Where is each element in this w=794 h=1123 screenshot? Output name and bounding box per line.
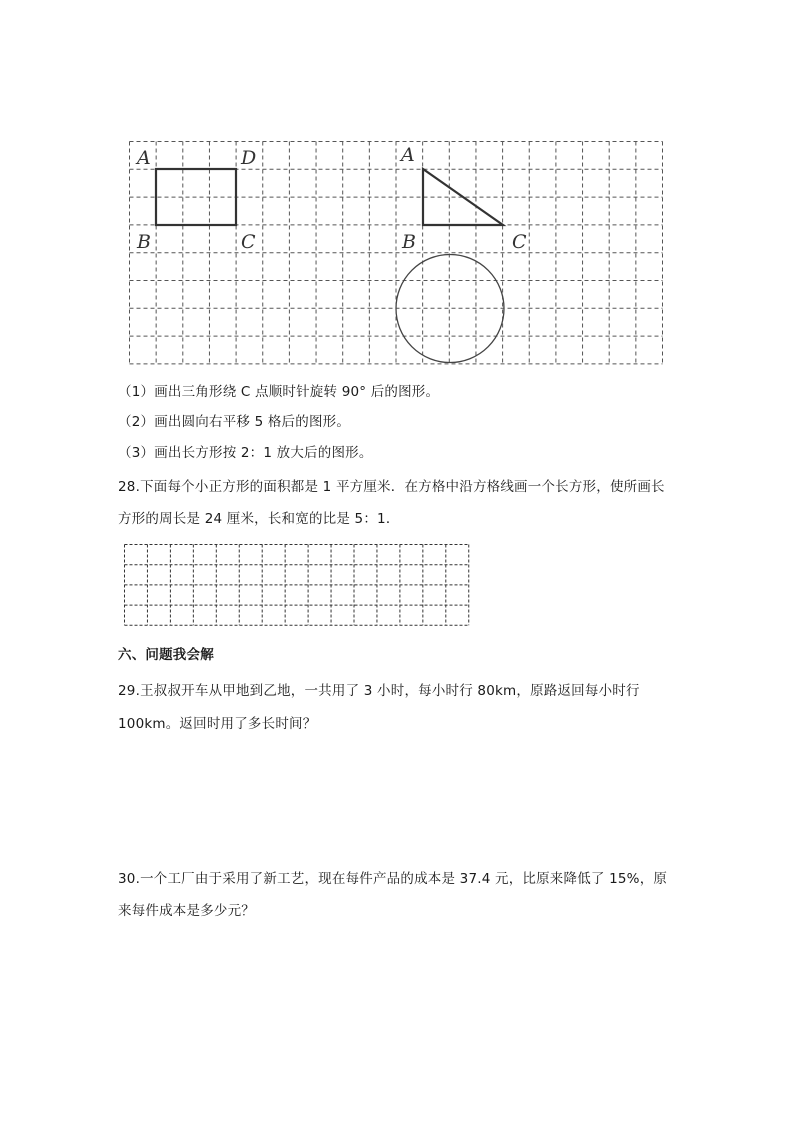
dashed-grid bbox=[130, 142, 663, 364]
answer-grid-q28 bbox=[0, 535, 794, 635]
tri-label-B: B bbox=[402, 231, 416, 253]
rect-label-A: A bbox=[137, 147, 151, 169]
tri-label-C: C bbox=[512, 231, 527, 253]
rect-label-C: C bbox=[241, 231, 256, 253]
q27-instruction-2: （2）画出圆向右平移 5 格后的图形。 bbox=[118, 414, 351, 430]
right-triangle-ABC bbox=[423, 169, 503, 225]
rect-label-D: D bbox=[241, 147, 257, 169]
q27-instruction-3: （3）画出长方形按 2：1 放大后的图形。 bbox=[118, 445, 373, 461]
tri-label-A: A bbox=[401, 144, 415, 166]
q30-text-line1: 30.一个工厂由于采用了新工艺，现在每件产品的成本是 37.4 元，比原来降低了 15%，原 bbox=[118, 871, 668, 887]
q27-instruction-1: （1）画出三角形绕 C 点顺时针旋转 90° 后的图形。 bbox=[118, 384, 440, 400]
q29-text-line1: 29.王叔叔开车从甲地到乙地，一共用了 3 小时，每小时行 80km，原路返回每小时行 bbox=[118, 683, 640, 699]
q28-text-line1: 28.下面每个小正方形的面积都是 1 平方厘米．在方格中沿方格线画一个长方形，使所画长 bbox=[118, 479, 665, 495]
q28-text-line2: 方形的周长是 24 厘米，长和宽的比是 5：1． bbox=[118, 511, 400, 527]
q29-text-line2: 100km。返回时用了多长时间？ bbox=[118, 716, 317, 732]
geometry-grid-figure bbox=[0, 0, 794, 400]
q30-text-line2: 来每件成本是多少元？ bbox=[118, 903, 255, 919]
rect-label-B: B bbox=[137, 231, 151, 253]
section-title: 六、问题我会解 bbox=[118, 647, 214, 663]
